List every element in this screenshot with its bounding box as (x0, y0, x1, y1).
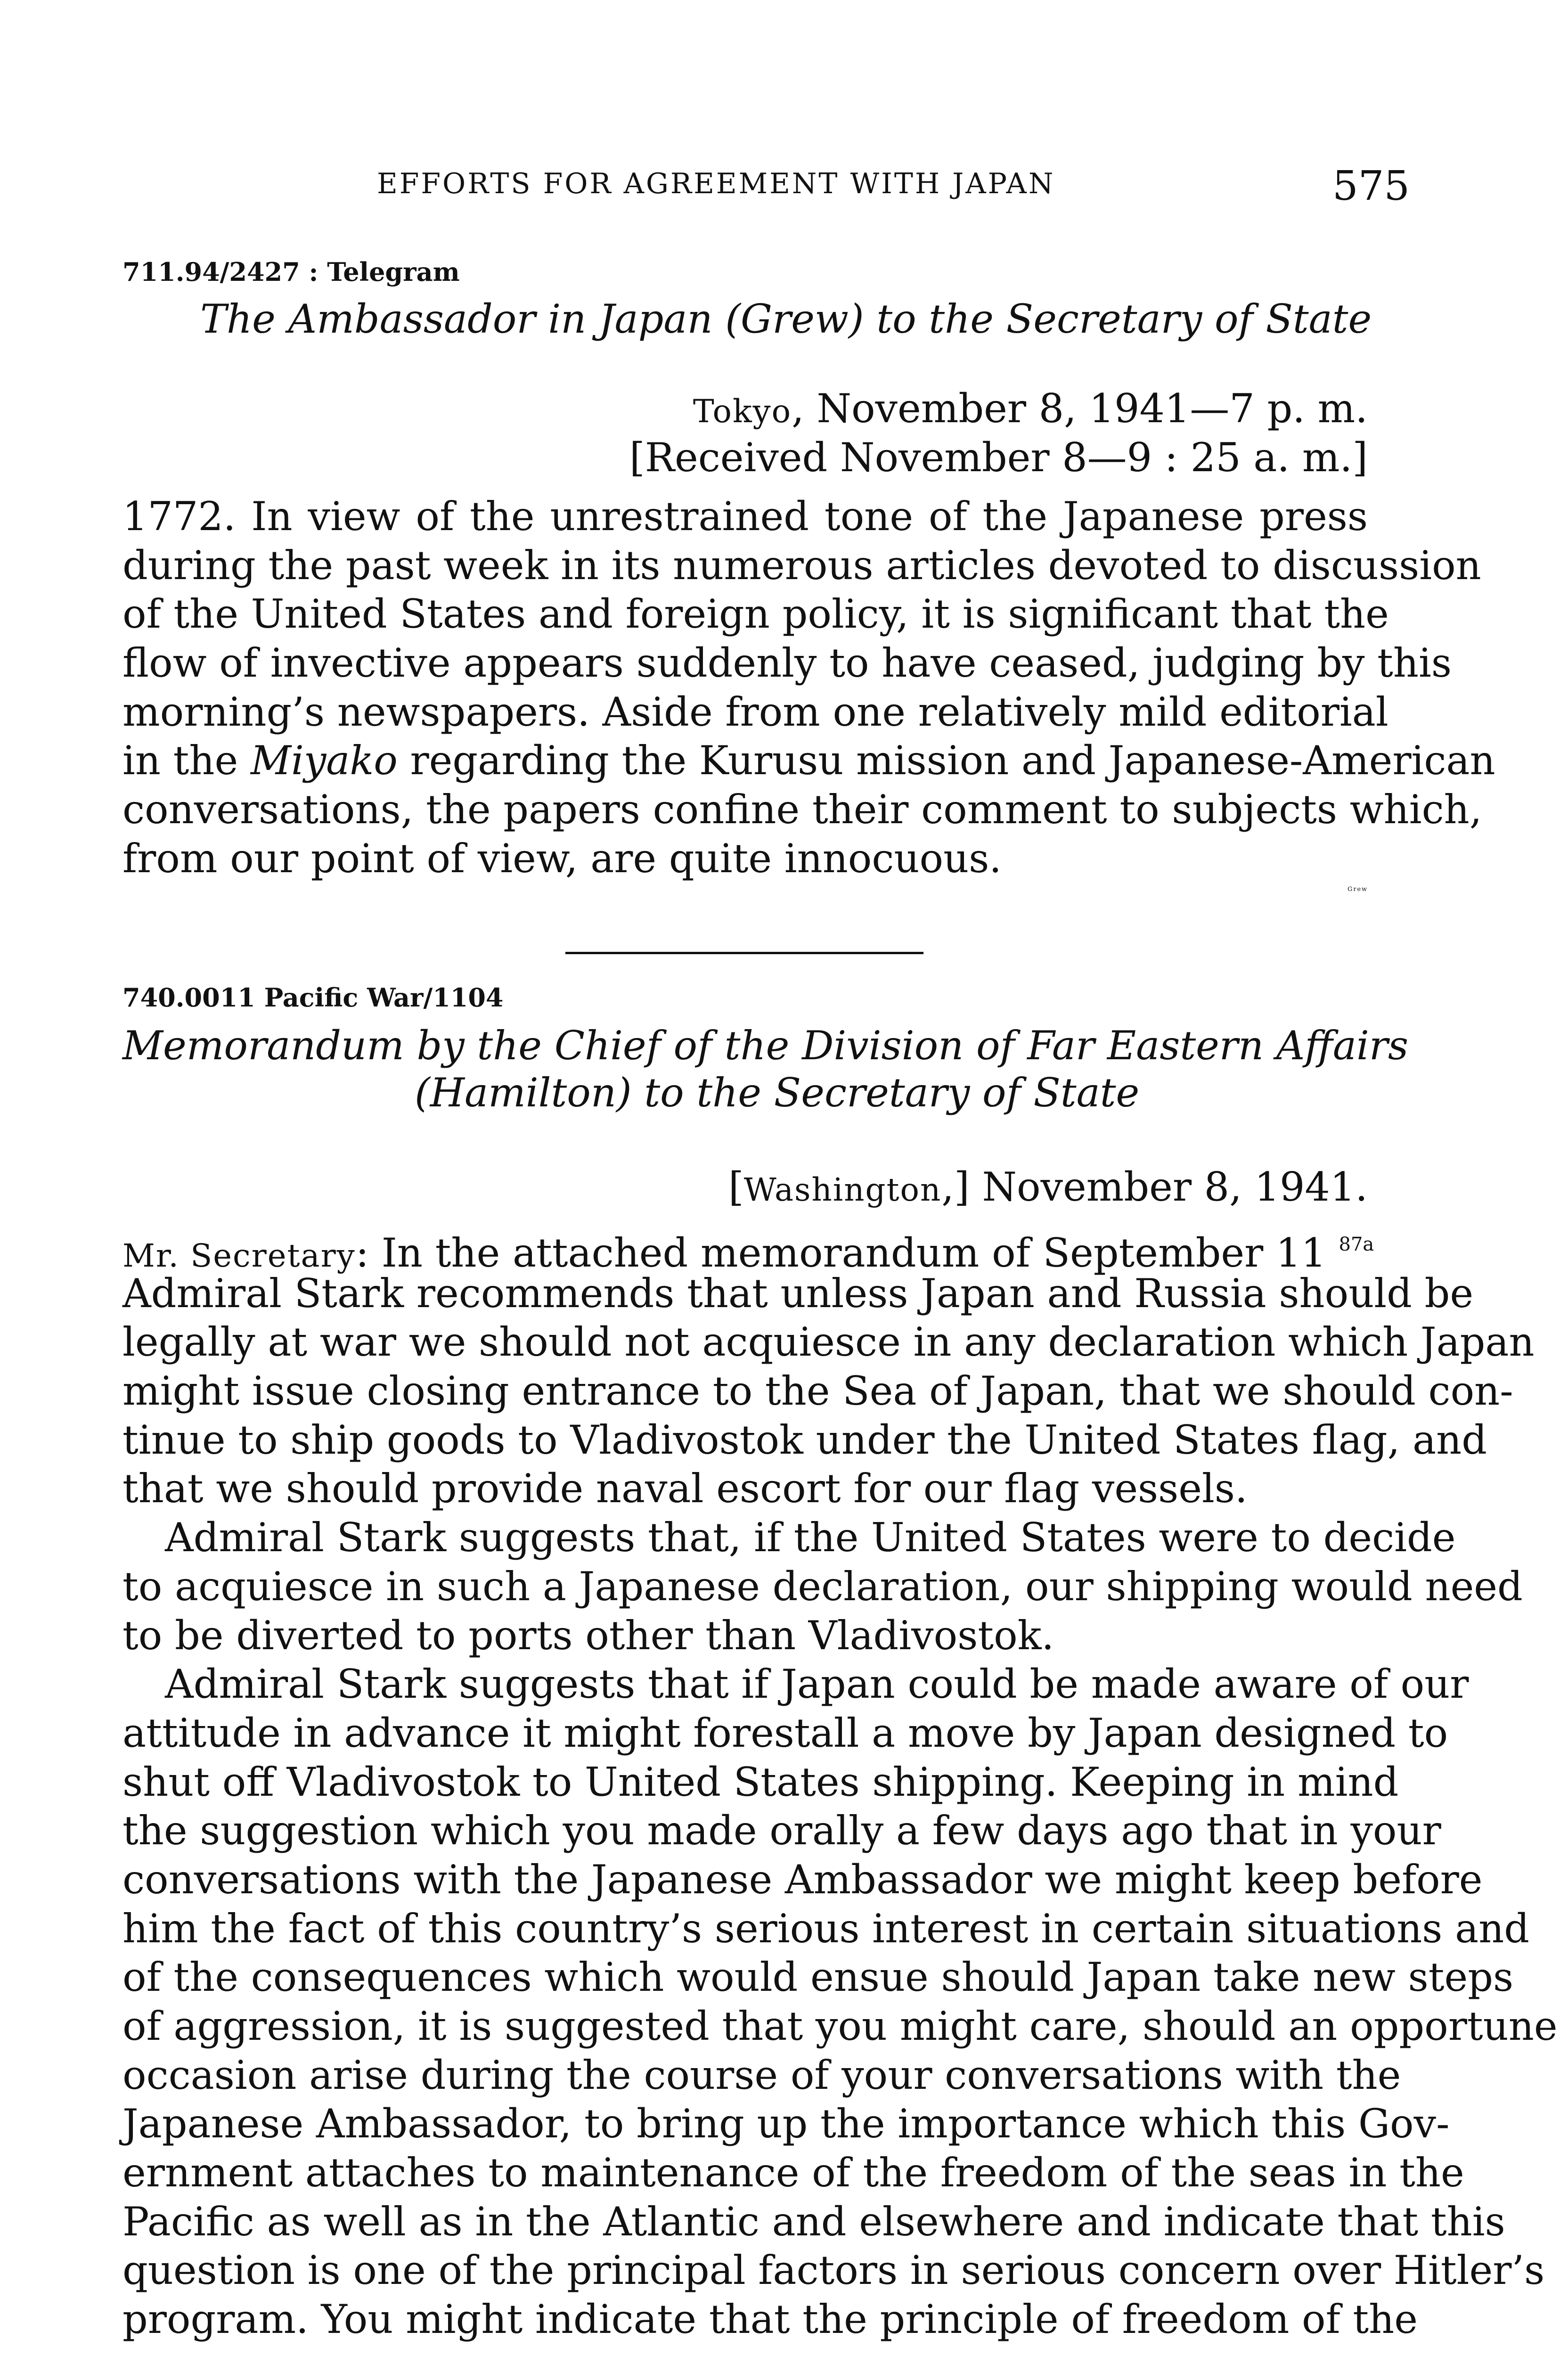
text-line: of aggression, it is suggested that you might care, should an opportune (122, 2003, 1558, 2049)
text-line: that we should provide naval escort for our flag vessels. (122, 1465, 1248, 1512)
doc2-file-ref: 740.0011 Pacific War/1104 (122, 982, 504, 1013)
doc1-dateline (693, 385, 1368, 432)
footnote-marker: 87a (1339, 1234, 1374, 1255)
text-line: during the past week in its numerous articles devoted to discussion (122, 542, 1481, 589)
text-line: Admiral Stark recommends that unless Japan and Russia should be (122, 1270, 1474, 1317)
text-line: morning’s newspapers. Aside from one relatively mild editorial (122, 688, 1388, 735)
text-line: attitude in advance it might forestall a move by Japan designed to (122, 1710, 1448, 1756)
text-line: of the United States and foreign policy, it is significant that the (122, 591, 1389, 638)
doc2-dateline (728, 1164, 1368, 1210)
doc2-date: ,] November 8, 1941. (941, 1164, 1368, 1210)
text-line: Pacific as well as in the Atlantic and elsewhere and indicate that this (122, 2198, 1505, 2245)
newspaper-name: Miyako (250, 737, 398, 784)
text-line: occasion arise during the course of your conversations with the (122, 2052, 1401, 2098)
date-bracket: [ (728, 1164, 744, 1210)
text-line: program. You might indicate that the principle of freedom of the (122, 2296, 1418, 2343)
text-line: might issue closing entrance to the Sea of Japan, that we should con- (122, 1368, 1513, 1415)
section-divider (565, 952, 923, 954)
text-line: conversations, the papers confine their comment to subjects which, (122, 786, 1482, 833)
text-line: the suggestion which you made orally a few days ago that in your (122, 1808, 1441, 1854)
text-line: ernment attaches to maintenance of the freedom of the seas in the (122, 2150, 1464, 2196)
doc1-file-ref: 711.94/2427 : Telegram (122, 257, 460, 287)
line-fragment: : In the attached memorandum of September 11 (355, 1230, 1326, 1276)
doc2-title-line2: (Hamilton) to the Secretary of State (415, 1070, 1140, 1116)
page-number: 575 (1332, 163, 1410, 210)
doc2-title-line1: Memorandum by the Chief of the Division of Far Eastern Affairs (122, 1023, 1409, 1069)
text-line: Admiral Stark suggests that, if the United States were to decide (165, 1514, 1456, 1561)
doc1-title: The Ambassador in Japan (Grew) to the Secretary of State (200, 296, 1372, 342)
text-line (122, 736, 1495, 785)
doc2-body (122, 1220, 1558, 2344)
running-title: EFFORTS FOR AGREEMENT WITH JAPAN (377, 167, 1055, 200)
text-line: Japanese Ambassador, to bring up the importance which this Gov- (122, 2101, 1450, 2147)
text-line: conversations with the Japanese Ambassador we might keep before (122, 1856, 1483, 1903)
text-line: tinue to ship goods to Vladivostok under the United States flag, and (122, 1416, 1487, 1463)
salutation: Mr. Secretary (122, 1237, 356, 1274)
text-line: him the fact of this country’s serious interest in certain situations and (122, 1905, 1530, 1952)
text-line: 1772. In view of the unrestrained tone of the Japanese press (122, 493, 1368, 540)
doc1-date-time: , November 8, 1941—7 p. m. (792, 385, 1368, 432)
doc1-place: Tokyo (693, 393, 792, 430)
text-line: to be diverted to ports other than Vladivostok. (122, 1612, 1054, 1659)
line-fragment: regarding the Kurusu mission and Japanese-American (397, 737, 1495, 784)
text-line: Admiral Stark suggests that if Japan could be made aware of our (165, 1661, 1469, 1708)
doc1-body (122, 492, 1495, 884)
text-line: of the consequences which would ensue should Japan take new steps (122, 1954, 1514, 2001)
text-line: legally at war we should not acquiesce in any declaration which Japan (122, 1319, 1535, 1366)
text-line: flow of invective appears suddenly to have ceased, judging by this (122, 640, 1452, 687)
doc1-signature: Grew (1348, 886, 1368, 893)
line-fragment: in the (122, 737, 251, 784)
text-line: to acquiesce in such a Japanese declaration, our shipping would need (122, 1563, 1523, 1610)
text-line: shut off Vladivostok to United States shipping. Keeping in mind (122, 1759, 1399, 1805)
running-head (0, 163, 1568, 214)
doc1-received: [Received November 8—9 : 25 a. m.] (629, 434, 1368, 481)
doc2-place: Washington (743, 1171, 942, 1208)
text-line: question is one of the principal factors in serious concern over Hitler’s (122, 2247, 1545, 2294)
text-line (122, 1220, 1374, 1276)
text-line: from our point of view, are quite innocuous. (122, 835, 1002, 882)
